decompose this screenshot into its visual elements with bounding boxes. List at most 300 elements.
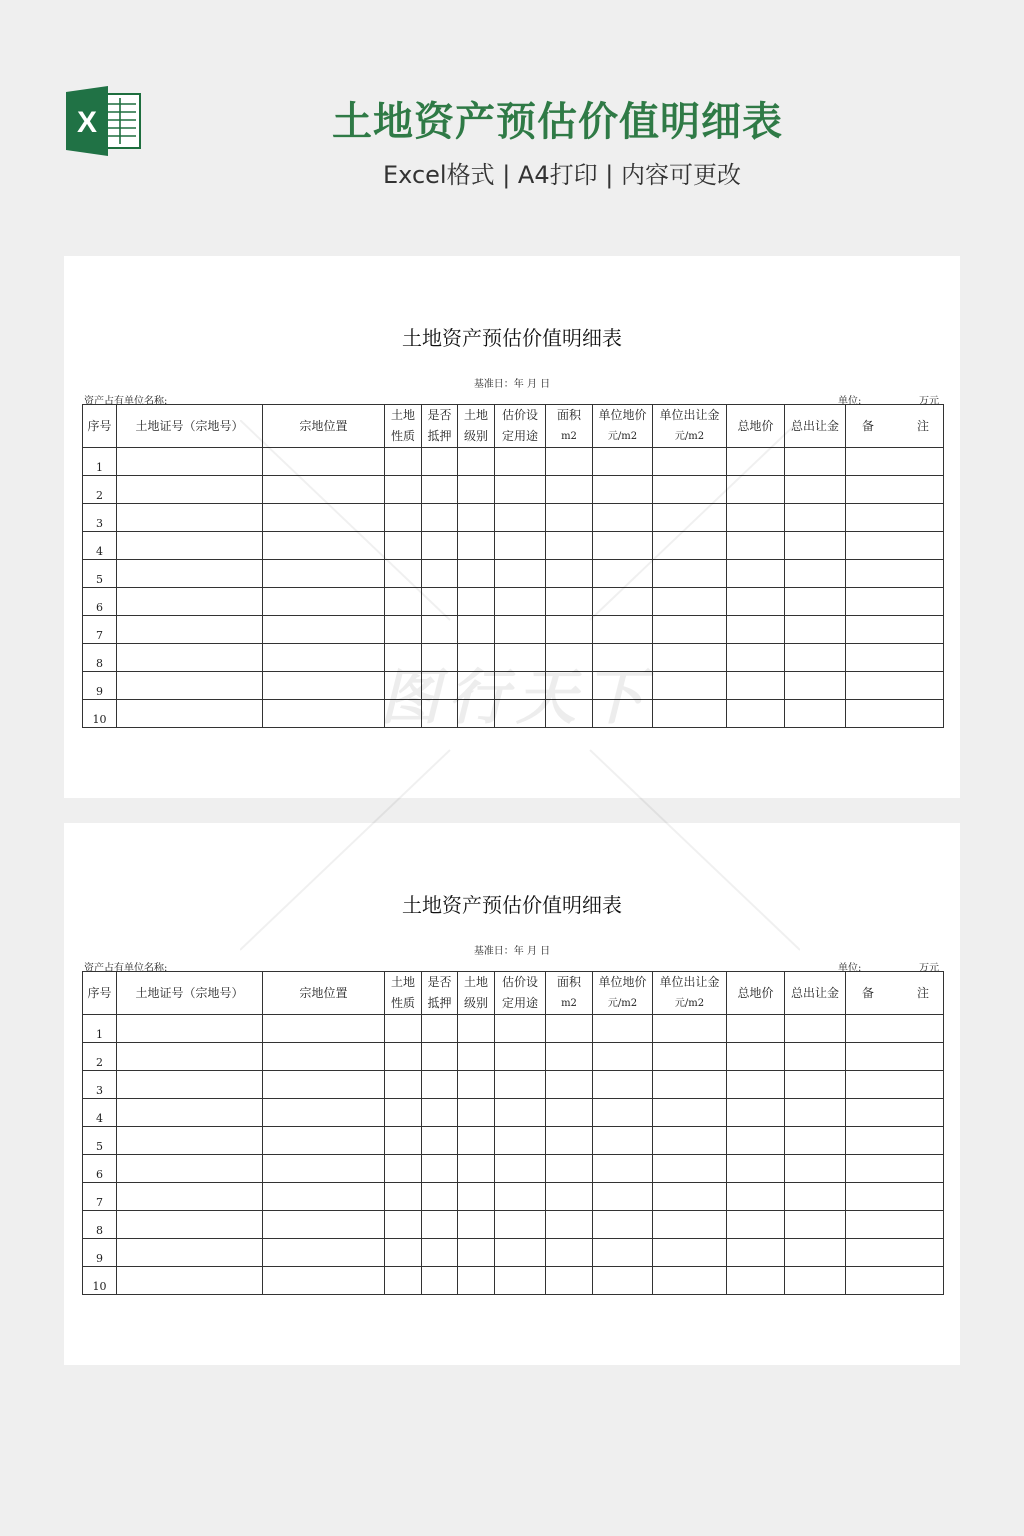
col-header-area: 面积 m2	[546, 405, 593, 448]
row-index: 5	[83, 560, 117, 588]
table-cell	[495, 1015, 546, 1043]
table-cell	[263, 588, 385, 616]
table-cell	[785, 1043, 846, 1071]
table-cell	[727, 588, 785, 616]
table-cell	[117, 1015, 263, 1043]
table-cell	[422, 1267, 458, 1295]
table-cell	[263, 616, 385, 644]
table-cell	[385, 672, 422, 700]
table-cell	[785, 560, 846, 588]
table-row	[83, 1211, 944, 1239]
table-row	[83, 616, 944, 644]
table-cell	[458, 476, 495, 504]
table-cell	[653, 1071, 727, 1099]
land-asset-table	[82, 404, 944, 728]
table-cell	[653, 700, 727, 728]
table-cell	[117, 1155, 263, 1183]
table-cell	[727, 644, 785, 672]
table-cell	[263, 448, 385, 476]
table-cell	[546, 1043, 593, 1071]
table-cell	[846, 672, 944, 700]
table-cell	[458, 644, 495, 672]
table-cell	[653, 1211, 727, 1239]
table-cell	[117, 1099, 263, 1127]
table-cell	[546, 616, 593, 644]
table-cell	[458, 1127, 495, 1155]
table-cell	[593, 1155, 653, 1183]
table-cell	[846, 1211, 944, 1239]
table-cell	[593, 1071, 653, 1099]
table-cell	[785, 532, 846, 560]
table-cell	[385, 588, 422, 616]
table-cell	[385, 1127, 422, 1155]
table-cell	[846, 1043, 944, 1071]
table-cell	[653, 560, 727, 588]
table-cell	[846, 1183, 944, 1211]
table-cell	[495, 616, 546, 644]
table-cell	[653, 1239, 727, 1267]
row-index: 7	[83, 616, 117, 644]
table-cell	[495, 476, 546, 504]
table-cell	[653, 1015, 727, 1043]
table-cell	[785, 1071, 846, 1099]
table-cell	[785, 1211, 846, 1239]
table-cell	[422, 616, 458, 644]
table-cell	[653, 476, 727, 504]
table-cell	[385, 1211, 422, 1239]
table-cell	[422, 1239, 458, 1267]
table-cell	[546, 588, 593, 616]
table-cell	[727, 1043, 785, 1071]
table-cell	[495, 1267, 546, 1295]
table-cell	[385, 1239, 422, 1267]
col-header-unit-fee: 单位出让金 元/m2	[653, 972, 727, 1015]
col-header-cert-no: 土地证号（宗地号）	[117, 972, 263, 1015]
table-cell	[458, 560, 495, 588]
table-cell	[727, 476, 785, 504]
table-cell	[593, 448, 653, 476]
table-cell	[785, 476, 846, 504]
table-cell	[593, 1099, 653, 1127]
table-cell	[263, 1267, 385, 1295]
table-cell	[593, 532, 653, 560]
row-index: 9	[83, 672, 117, 700]
col-header-land-grade: 土地 级别	[458, 405, 495, 448]
unit-name-label: 资产占有单位名称:	[84, 396, 168, 407]
table-cell	[422, 672, 458, 700]
table-cell	[117, 1183, 263, 1211]
table-row	[83, 588, 944, 616]
table-cell	[785, 1267, 846, 1295]
table-cell	[546, 532, 593, 560]
sheet-title: 土地资产预估价值明细表	[402, 326, 622, 350]
table-row	[83, 644, 944, 672]
table-cell	[593, 476, 653, 504]
table-cell	[727, 1099, 785, 1127]
table-cell	[727, 1183, 785, 1211]
row-index: 1	[83, 1015, 117, 1043]
table-row	[83, 1099, 944, 1127]
table-cell	[846, 448, 944, 476]
table-cell	[727, 672, 785, 700]
table-cell	[422, 1127, 458, 1155]
row-index: 9	[83, 1239, 117, 1267]
table-cell	[117, 476, 263, 504]
table-cell	[495, 1211, 546, 1239]
col-header-notes: 备 注	[846, 972, 944, 1015]
col-header-unit-price: 单位地价 元/m2	[593, 405, 653, 448]
table-cell	[117, 1239, 263, 1267]
table-cell	[385, 532, 422, 560]
table-cell	[846, 504, 944, 532]
table-cell	[422, 448, 458, 476]
table-cell	[458, 1155, 495, 1183]
col-header-location: 宗地位置	[263, 405, 385, 448]
col-header-total-fee: 总出让金	[785, 405, 846, 448]
table-cell	[458, 1267, 495, 1295]
table-cell	[263, 504, 385, 532]
table-cell	[785, 616, 846, 644]
unit-value: 万元	[919, 396, 939, 407]
table-cell	[653, 448, 727, 476]
table-cell	[846, 1099, 944, 1127]
table-row	[83, 700, 944, 728]
table-cell	[546, 1099, 593, 1127]
table-cell	[458, 1211, 495, 1239]
col-header-use: 估价设 定用途	[495, 405, 546, 448]
table-cell	[727, 1127, 785, 1155]
table-cell	[785, 504, 846, 532]
table-cell	[117, 504, 263, 532]
table-cell	[727, 1211, 785, 1239]
table-cell	[385, 700, 422, 728]
table-cell	[727, 448, 785, 476]
row-index: 10	[83, 700, 117, 728]
table-cell	[263, 644, 385, 672]
table-cell	[117, 532, 263, 560]
table-cell	[546, 1015, 593, 1043]
table-cell	[263, 1015, 385, 1043]
table-cell	[422, 700, 458, 728]
table-cell	[593, 1043, 653, 1071]
table-cell	[385, 1183, 422, 1211]
table-cell	[458, 616, 495, 644]
table-cell	[653, 1099, 727, 1127]
table-row	[83, 504, 944, 532]
col-header-unit-price: 单位地价 元/m2	[593, 972, 653, 1015]
table-cell	[117, 560, 263, 588]
unit-label: 单位:	[838, 963, 862, 974]
table-cell	[593, 1267, 653, 1295]
row-index: 3	[83, 1071, 117, 1099]
table-cell	[785, 588, 846, 616]
table-cell	[495, 1043, 546, 1071]
table-cell	[546, 672, 593, 700]
row-index: 4	[83, 532, 117, 560]
page-title: 土地资产预估价值明细表	[332, 99, 783, 145]
table-cell	[727, 1155, 785, 1183]
table-cell	[785, 448, 846, 476]
table-cell	[385, 1071, 422, 1099]
table-cell	[117, 1211, 263, 1239]
table-cell	[422, 560, 458, 588]
col-header-index: 序号	[83, 972, 117, 1015]
table-cell	[385, 1267, 422, 1295]
row-index: 5	[83, 1127, 117, 1155]
table-cell	[846, 1267, 944, 1295]
table-header-row	[83, 972, 944, 1015]
table-row	[83, 448, 944, 476]
table-cell	[546, 1127, 593, 1155]
table-header-row	[83, 405, 944, 448]
table-cell	[495, 1155, 546, 1183]
table-cell	[458, 1183, 495, 1211]
table-cell	[593, 700, 653, 728]
row-index: 10	[83, 1267, 117, 1295]
row-index: 7	[83, 1183, 117, 1211]
table-cell	[546, 1211, 593, 1239]
col-header-unit-fee: 单位出让金 元/m2	[653, 405, 727, 448]
table-cell	[458, 700, 495, 728]
col-header-land-grade: 土地 级别	[458, 972, 495, 1015]
table-row	[83, 1127, 944, 1155]
table-cell	[846, 476, 944, 504]
table-cell	[422, 1099, 458, 1127]
table-cell	[846, 588, 944, 616]
table-cell	[117, 1127, 263, 1155]
table-cell	[263, 700, 385, 728]
table-cell	[422, 476, 458, 504]
unit-name-label: 资产占有单位名称:	[84, 963, 168, 974]
table-cell	[117, 588, 263, 616]
table-cell	[117, 672, 263, 700]
table-cell	[653, 1043, 727, 1071]
table-cell	[593, 1239, 653, 1267]
table-cell	[846, 1071, 944, 1099]
sheet-preview-1	[64, 256, 960, 798]
table-cell	[422, 1043, 458, 1071]
table-row	[83, 1155, 944, 1183]
table-cell	[263, 1211, 385, 1239]
unit-value: 万元	[919, 963, 939, 974]
table-cell	[263, 672, 385, 700]
table-cell	[846, 644, 944, 672]
table-cell	[495, 1099, 546, 1127]
table-cell	[495, 644, 546, 672]
table-cell	[422, 1015, 458, 1043]
row-index: 6	[83, 588, 117, 616]
table-cell	[117, 1071, 263, 1099]
table-cell	[785, 644, 846, 672]
table-cell	[546, 504, 593, 532]
table-cell	[593, 672, 653, 700]
table-row	[83, 1183, 944, 1211]
table-row	[83, 1043, 944, 1071]
row-index: 2	[83, 476, 117, 504]
table-cell	[785, 700, 846, 728]
table-row	[83, 672, 944, 700]
table-cell	[593, 1183, 653, 1211]
table-cell	[495, 1183, 546, 1211]
table-cell	[458, 588, 495, 616]
table-cell	[458, 504, 495, 532]
table-cell	[263, 560, 385, 588]
table-cell	[263, 1099, 385, 1127]
table-cell	[653, 588, 727, 616]
col-header-mortgaged: 是否 抵押	[422, 972, 458, 1015]
table-cell	[422, 504, 458, 532]
land-asset-table	[82, 971, 944, 1295]
row-index: 6	[83, 1155, 117, 1183]
table-cell	[727, 1267, 785, 1295]
table-row	[83, 1071, 944, 1099]
table-row	[83, 1015, 944, 1043]
table-cell	[495, 1071, 546, 1099]
table-cell	[495, 560, 546, 588]
table-cell	[495, 448, 546, 476]
table-cell	[727, 616, 785, 644]
table-cell	[653, 1267, 727, 1295]
col-header-notes: 备 注	[846, 405, 944, 448]
unit-label: 单位:	[838, 396, 862, 407]
table-cell	[653, 1127, 727, 1155]
table-cell	[422, 1155, 458, 1183]
table-cell	[385, 504, 422, 532]
col-header-land-nature: 土地 性质	[385, 972, 422, 1015]
table-cell	[546, 1071, 593, 1099]
table-cell	[117, 644, 263, 672]
table-cell	[117, 1043, 263, 1071]
table-cell	[727, 1239, 785, 1267]
table-cell	[546, 1239, 593, 1267]
col-header-index: 序号	[83, 405, 117, 448]
col-header-use: 估价设 定用途	[495, 972, 546, 1015]
table-cell	[263, 1127, 385, 1155]
table-cell	[385, 448, 422, 476]
table-cell	[653, 644, 727, 672]
table-cell	[593, 588, 653, 616]
table-cell	[495, 672, 546, 700]
table-cell	[546, 644, 593, 672]
table-cell	[458, 1015, 495, 1043]
excel-icon	[66, 86, 142, 156]
table-cell	[117, 1267, 263, 1295]
row-index: 3	[83, 504, 117, 532]
col-header-total-fee: 总出让金	[785, 972, 846, 1015]
row-index: 8	[83, 1211, 117, 1239]
row-index: 2	[83, 1043, 117, 1071]
table-cell	[117, 700, 263, 728]
col-header-cert-no: 土地证号（宗地号）	[117, 405, 263, 448]
table-cell	[263, 1239, 385, 1267]
table-cell	[727, 560, 785, 588]
sheet-title: 土地资产预估价值明细表	[402, 893, 622, 917]
table-cell	[846, 1015, 944, 1043]
table-cell	[727, 504, 785, 532]
col-header-land-nature: 土地 性质	[385, 405, 422, 448]
col-header-area: 面积 m2	[546, 972, 593, 1015]
table-cell	[593, 616, 653, 644]
table-cell	[846, 700, 944, 728]
table-cell	[458, 1239, 495, 1267]
table-cell	[846, 1239, 944, 1267]
table-cell	[385, 1099, 422, 1127]
table-cell	[385, 560, 422, 588]
col-header-location: 宗地位置	[263, 972, 385, 1015]
base-date: 基准日：年 月 日	[473, 379, 551, 390]
table-cell	[263, 476, 385, 504]
table-cell	[422, 1071, 458, 1099]
table-cell	[458, 532, 495, 560]
table-row	[83, 560, 944, 588]
table-cell	[458, 1043, 495, 1071]
table-cell	[385, 1043, 422, 1071]
table-cell	[785, 1155, 846, 1183]
table-cell	[593, 1211, 653, 1239]
table-row	[83, 476, 944, 504]
sheet-preview-2	[64, 823, 960, 1365]
table-cell	[495, 1239, 546, 1267]
table-cell	[846, 532, 944, 560]
row-index: 4	[83, 1099, 117, 1127]
page-subtitle: Excel格式 | A4打印 | 内容可更改	[383, 161, 741, 189]
table-cell	[785, 1099, 846, 1127]
table-cell	[495, 588, 546, 616]
table-cell	[593, 560, 653, 588]
table-cell	[422, 1183, 458, 1211]
table-cell	[546, 1267, 593, 1295]
col-header-mortgaged: 是否 抵押	[422, 405, 458, 448]
table-cell	[458, 1071, 495, 1099]
col-header-total-price: 总地价	[727, 972, 785, 1015]
table-cell	[593, 504, 653, 532]
table-cell	[653, 672, 727, 700]
table-cell	[495, 1127, 546, 1155]
table-cell	[385, 1015, 422, 1043]
col-header-total-price: 总地价	[727, 405, 785, 448]
table-row	[83, 1239, 944, 1267]
table-cell	[422, 1211, 458, 1239]
table-cell	[263, 1183, 385, 1211]
table-cell	[653, 616, 727, 644]
table-cell	[495, 700, 546, 728]
table-cell	[422, 588, 458, 616]
table-cell	[546, 476, 593, 504]
table-row	[83, 1267, 944, 1295]
table-cell	[727, 1071, 785, 1099]
table-cell	[263, 1155, 385, 1183]
table-cell	[593, 644, 653, 672]
row-index: 8	[83, 644, 117, 672]
table-cell	[546, 448, 593, 476]
table-cell	[495, 532, 546, 560]
table-cell	[727, 700, 785, 728]
table-cell	[785, 672, 846, 700]
table-cell	[263, 1071, 385, 1099]
base-date: 基准日：年 月 日	[473, 946, 551, 957]
table-cell	[593, 1015, 653, 1043]
table-cell	[546, 1155, 593, 1183]
table-cell	[495, 504, 546, 532]
table-cell	[458, 448, 495, 476]
excel-logo-letter: X	[76, 106, 98, 139]
table-cell	[653, 1183, 727, 1211]
table-cell	[385, 616, 422, 644]
table-cell	[422, 644, 458, 672]
table-cell	[458, 672, 495, 700]
table-cell	[546, 1183, 593, 1211]
table-cell	[785, 1239, 846, 1267]
